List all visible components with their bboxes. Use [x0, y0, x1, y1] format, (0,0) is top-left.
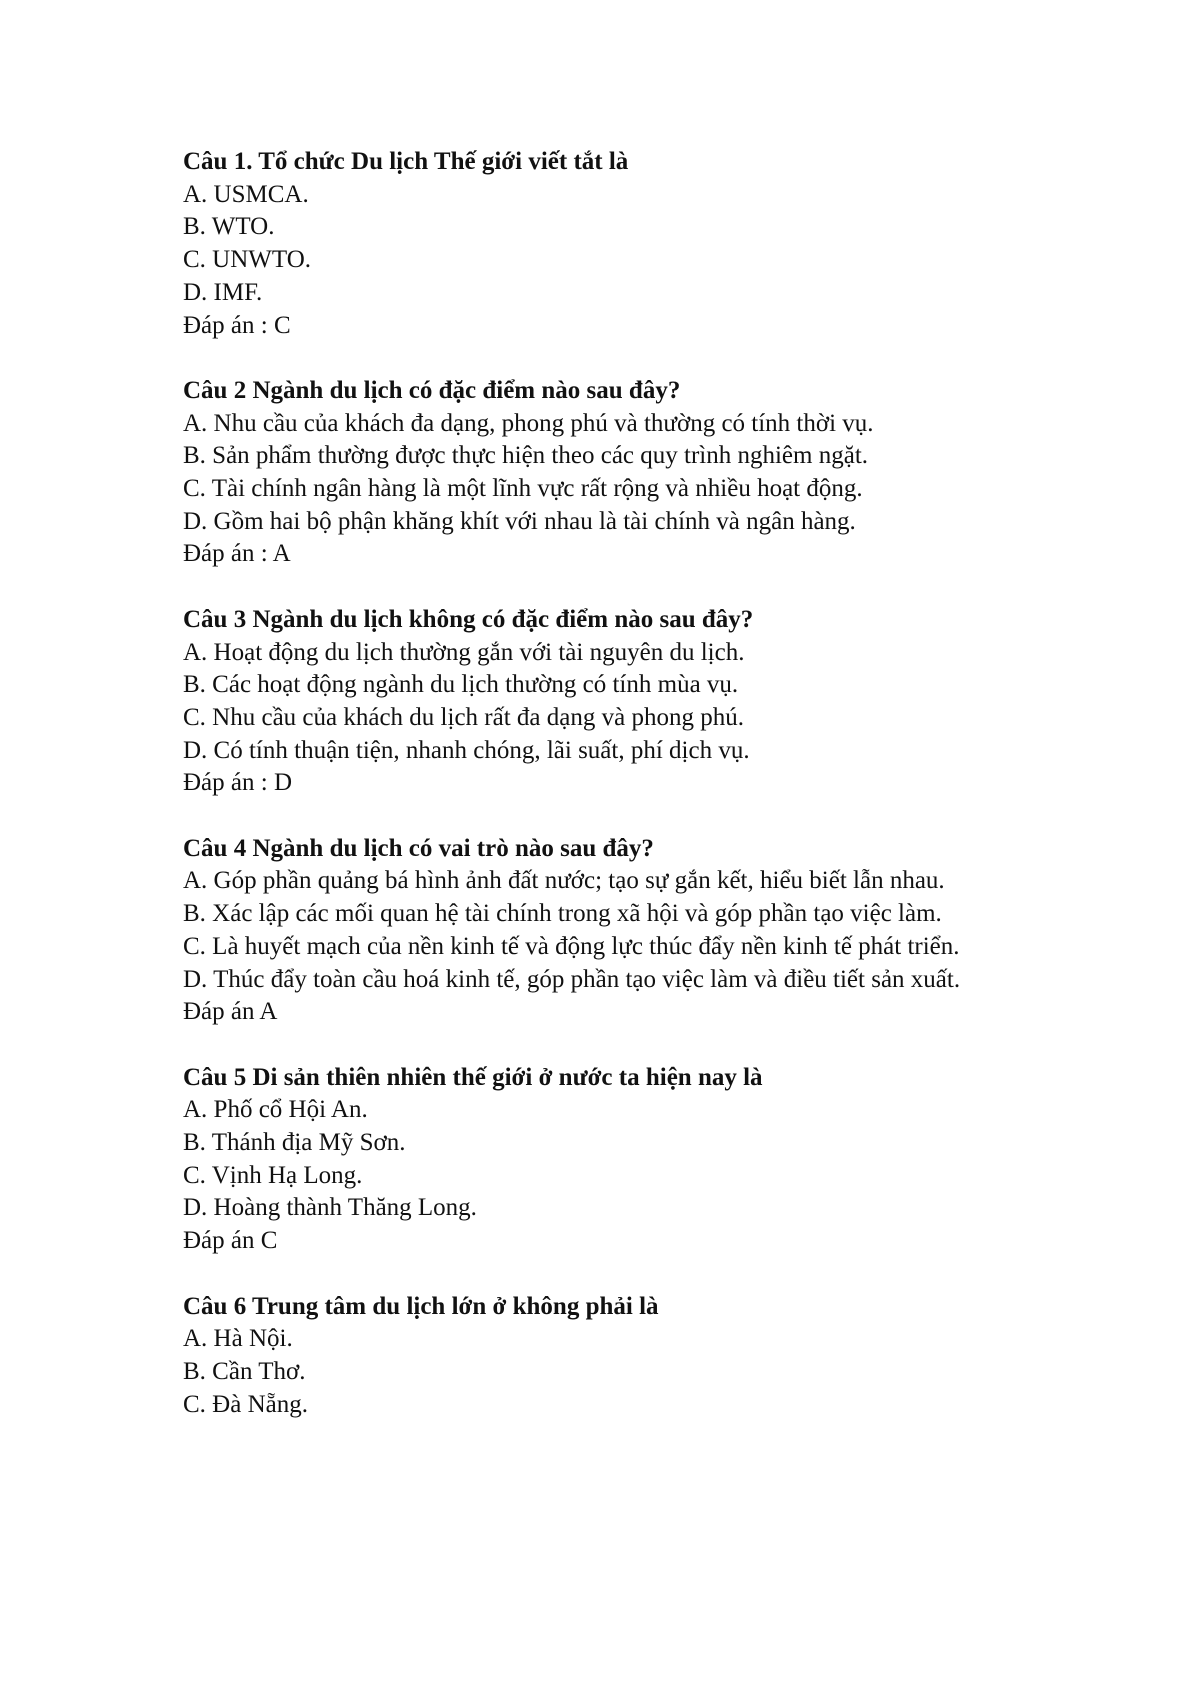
question-title: Câu 3 Ngành du lịch không có đặc điểm nào sau đây? — [183, 605, 754, 633]
option-c: C. Tài chính ngân hàng là một lĩnh vực rất rộng và nhiều hoạt động. — [183, 475, 863, 503]
question-title: Câu 2 Ngành du lịch có đặc điểm nào sau đây? — [183, 376, 681, 404]
option-d: D. Gồm hai bộ phận khăng khít với nhau là tài chính và ngân hàng. — [183, 507, 856, 535]
option-a: A. Hà Nội. — [183, 1325, 293, 1353]
question-title: Câu 4 Ngành du lịch có vai trò nào sau đây? — [183, 834, 654, 862]
option-d: D. Hoàng thành Thăng Long. — [183, 1194, 477, 1222]
question-6 — [183, 1291, 1023, 1422]
option-a: A. USMCA. — [183, 180, 309, 208]
option-c: C. UNWTO. — [183, 246, 312, 274]
option-a: A. Góp phần quảng bá hình ảnh đất nước; tạo sự gắn kết, hiểu biết lẫn nhau. — [183, 867, 945, 895]
question-4 — [183, 833, 1023, 1029]
answer-line: Đáp án : C — [183, 311, 291, 339]
option-b: B. Các hoạt động ngành du lịch thường có tính mùa vụ. — [183, 671, 739, 699]
option-a: A. Nhu cầu của khách đa dạng, phong phú và thường có tính thời vụ. — [183, 409, 874, 437]
answer-line: Đáp án : D — [183, 769, 292, 797]
option-b: B. Cần Thơ. — [183, 1357, 306, 1385]
option-c: C. Vịnh Hạ Long. — [183, 1161, 363, 1189]
option-b: B. Thánh địa Mỹ Sơn. — [183, 1129, 406, 1157]
option-b: B. Sản phẩm thường được thực hiện theo các quy trình nghiêm ngặt. — [183, 442, 869, 470]
quiz-content — [183, 146, 1023, 1454]
option-a: A. Phố cổ Hội An. — [183, 1096, 368, 1124]
question-5 — [183, 1062, 1023, 1258]
option-a: A. Hoạt động du lịch thường gắn với tài nguyên du lịch. — [183, 638, 745, 666]
option-b: B. Xác lập các mối quan hệ tài chính trong xã hội và góp phần tạo việc làm. — [183, 900, 942, 928]
answer-line: Đáp án A — [183, 998, 278, 1026]
option-d: D. Có tính thuận tiện, nhanh chóng, lãi suất, phí dịch vụ. — [183, 736, 750, 764]
question-title: Câu 5 Di sản thiên nhiên thế giới ở nước ta hiện nay là — [183, 1063, 763, 1091]
option-c: C. Đà Nẵng. — [183, 1390, 308, 1418]
answer-line: Đáp án C — [183, 1227, 278, 1255]
option-c: C. Nhu cầu của khách du lịch rất đa dạng và phong phú. — [183, 703, 744, 731]
question-1 — [183, 146, 1023, 342]
question-3 — [183, 604, 1023, 800]
option-d: D. Thúc đẩy toàn cầu hoá kinh tế, góp phần tạo việc làm và điều tiết sản xuất. — [183, 965, 961, 993]
question-title: Câu 6 Trung tâm du lịch lớn ở không phải là — [183, 1292, 659, 1320]
option-d: D. IMF. — [183, 278, 263, 306]
question-title: Câu 1. Tổ chức Du lịch Thế giới viết tắt là — [183, 148, 629, 175]
option-c: C. Là huyết mạch của nền kinh tế và động lực thúc đẩy nền kinh tế phát triển. — [183, 932, 960, 960]
option-b: B. WTO. — [183, 213, 275, 241]
answer-line: Đáp án : A — [183, 540, 291, 568]
question-2 — [183, 375, 1023, 571]
